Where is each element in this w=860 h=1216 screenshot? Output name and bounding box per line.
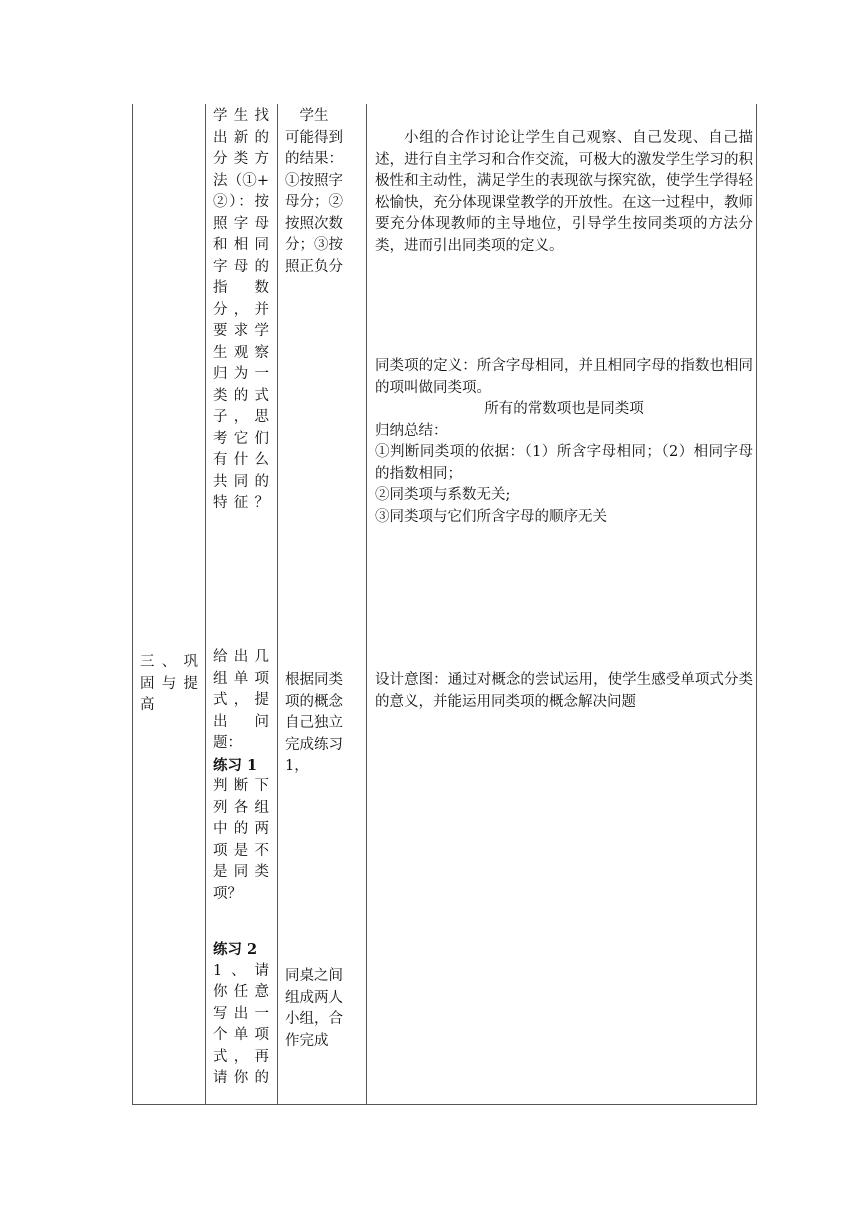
- student-activity-block-1: 学生 可能得到 的结果： ①按照字 母分；② 按照次数 分；③按 照正负分: [285, 108, 343, 275]
- summary-item-2: ②同类项与系数无关;: [375, 487, 511, 503]
- summary-item-3: ③同类项与它们所含字母的顺序无关: [375, 508, 607, 525]
- table-border-bottom: [132, 1104, 757, 1105]
- exercise-2-title: 练习 2: [213, 941, 258, 958]
- table-border-left: [132, 104, 133, 1105]
- definition-section: [375, 356, 753, 528]
- constants-note: 所有的常数项也是同类项: [484, 401, 644, 417]
- summary-title: 归纳总结：: [375, 422, 448, 439]
- summary-item-1: ①判断同类项的依据：（1）所含字母相同；（2）相同字母的指数相同；: [375, 444, 753, 482]
- student-activity-block-3: 同桌之间 组成两人 小组，合 作完成: [285, 968, 343, 1049]
- table-divider-2: [277, 104, 278, 1105]
- exercise-1-title: 练习 1: [213, 756, 258, 774]
- teacher-activity-block-3: 练习 2 1、请 你任意 写出一 个单项 式，再 请你的: [213, 941, 269, 1086]
- student-activity-block-2: 根据同类 项的概念 自己独立 完成练习 1，: [285, 672, 343, 774]
- design-intent-note: 设计意图：通过对概念的尝试运用，使学生感受单项式分类的意义，并能运用同类项的概念解决问题: [375, 672, 753, 710]
- intent-paragraph: 小组的合作讨论让学生自己观察、自己发现、自己描述，进行自主学习和合作交流，可极大的激发学生学习的积极性和主动性，满足学生的表现欲与探究欲，使学生学得轻松愉快，充分体现课堂教学的开放性。在这一过程中，教师要充分体现教师的主导地位，引导学生按同类项的方法分类，进而引出同类项的定义。: [375, 130, 753, 254]
- teacher-activity-block-2: 给出几 组单项 式，提 出 问 题： 练习 1 判断下 列各组 中的两 项是不 是同类 项？: [213, 649, 269, 902]
- table-border-right: [756, 104, 757, 1105]
- teacher-activity-block-1: 学生找 出新的 分类方 法（①+ ②）：按 照字母 和相同 字母的 指 数 分，并 要求学 生观察 归为一 类的式 子，思 考它们 有什么 共同的 特征？: [213, 108, 269, 511]
- definition-text: 同类项的定义：所含字母相同，并且相同字母的指数也相同的项叫做同类项。: [375, 358, 753, 396]
- table-divider-3: [366, 104, 367, 1105]
- table-divider-1: [205, 104, 206, 1105]
- section-heading: 三、巩 固与提 高: [140, 654, 198, 713]
